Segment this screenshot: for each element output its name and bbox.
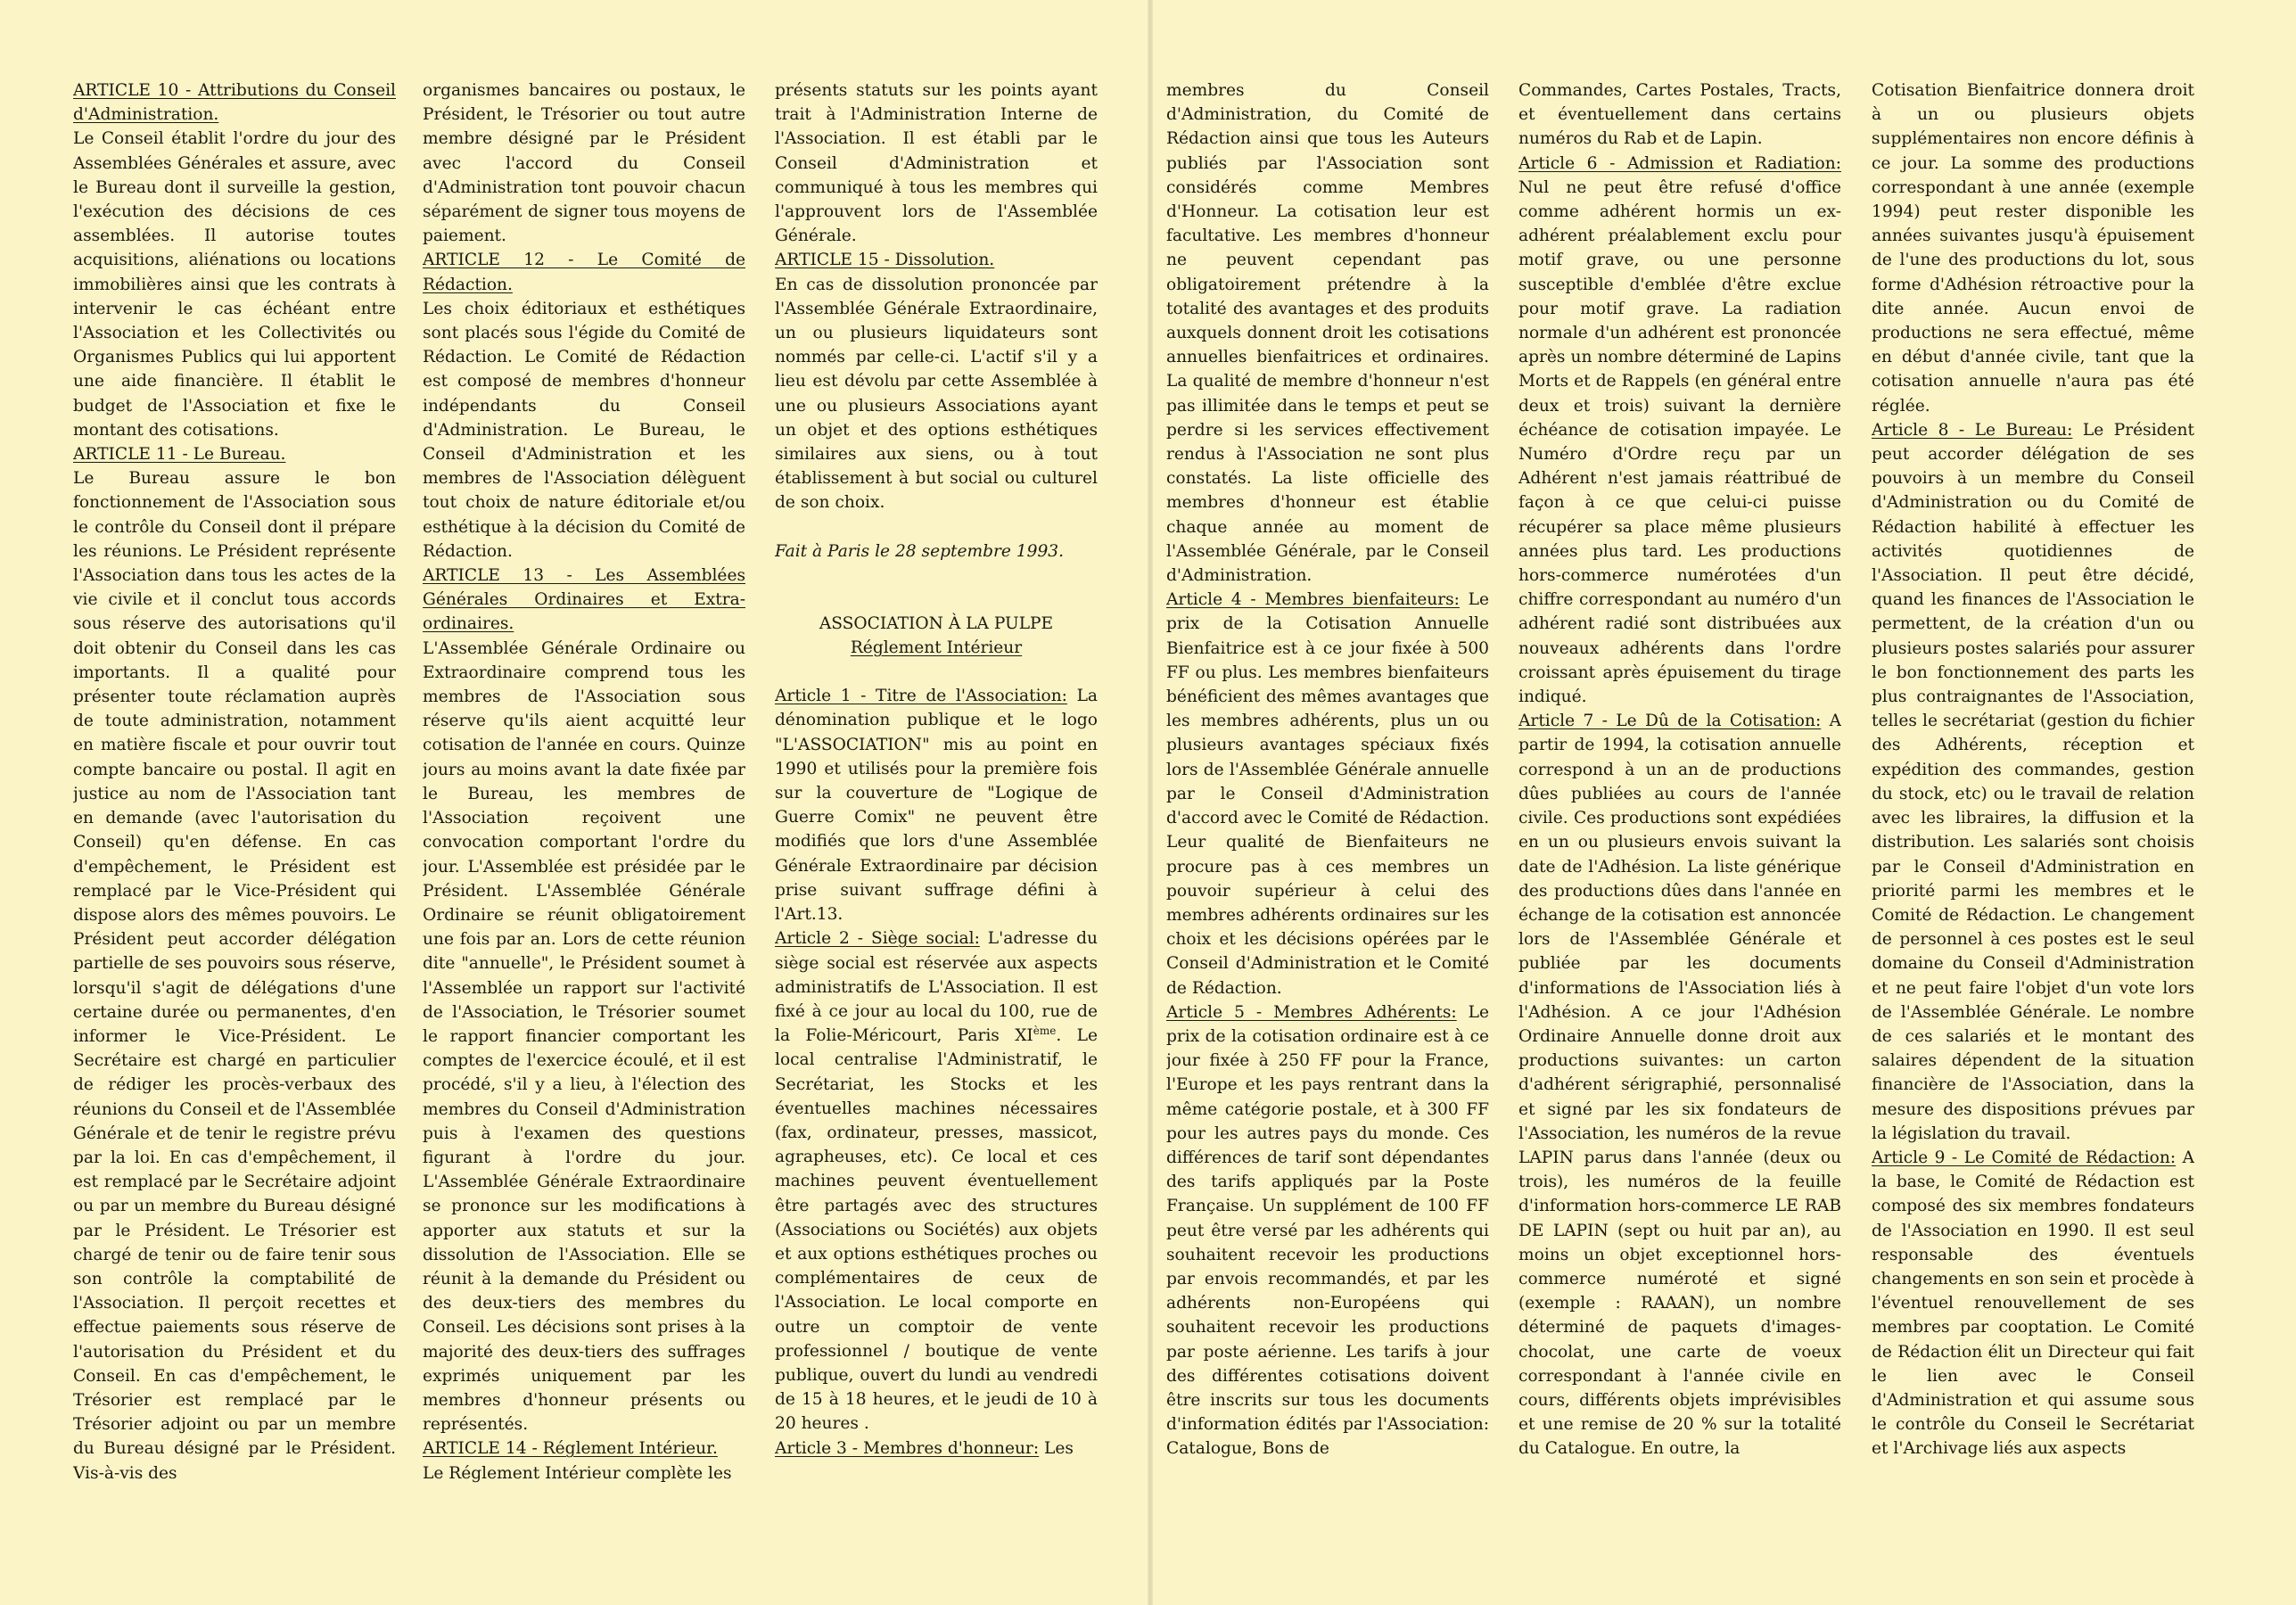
article-14-title: ARTICLE 14 - Réglement Intérieur. — [423, 1439, 718, 1459]
article-12-text: Les choix éditoriaux et esthétiques sont placés sous l'égide du Comité de Rédaction. Le Comité de Rédaction est composé de membres d'honneur indépendants du Conseil d'Administration. Le Bureau, le Conseil d'Administration et les membres de l'Association délèguent tout choix de nature éditoriale et/ou esthétique à la décision du Comité de Rédaction. — [423, 299, 745, 561]
article-15-text: En cas de dissolution prononcée par l'Assemblée Générale Extraordinaire, un ou plusieurs liquidateurs sont nommés par celle-ci. L'actif s'il y a lieu est dévolu par cette Assemblée à une ou plusieurs Associations ayant un objet et des options esthétiques similaires aux siens, ou à tout établissement à but social ou culturel de son choix. — [775, 275, 1098, 513]
rule-2-text-b: . Le local centralise l'Administratif, le Secrétariat, les Stocks et les éventuelles machines nécessaires (fax, ordinateur, presses, massicot, agrapheuses, etc). Ce local et ces machines peuvent éventuellement être partagés avec des structures (Associations ou Sociétés) aux objets et aux options esthétiques proches ou complémentaires de ceux de l'Association. Le local comporte en outre un comptoir de vente professionnel / boutique de vente publique, ouvert du lundi au vendredi de 15 à 18 heures, et le jeudi de 10 à 20 heures . — [775, 1026, 1098, 1434]
article-12-title: ARTICLE 12 - Le Comité de Rédaction. — [423, 251, 745, 294]
article-10-text: Le Conseil établit l'ordre du jour des Assemblées Générales et assure, avec le Bureau dont il surveille la gestion, l'exécution des décisions de ces assemblées. Il autorise toutes acquisitions, aliénations ou locations immobilières ainsi que les contrats à intervenir le cas échéant entre l'Association et les Collectivités ou Organismes Publics qui lui apportent une aide financière. Il établit le budget de l'Association et fixe le montant des cotisations. — [73, 129, 396, 440]
rule-7-title: Article 7 - Le Dû de la Cotisation: — [1518, 712, 1822, 731]
rule-1-title: Article 1 - Titre de l'Association: — [775, 687, 1067, 706]
article-13-text: L'Assemblée Générale Ordinaire ou Extraordinaire comprend tous les membres de l'Association sous réserve qu'ils aient acquitté leur cotisation de l'année en cours. Quinze jours au moins avant la date fixée par le Bureau, les membres de l'Association reçoivent une convocation comportant l'ordre du jour. L'Assemblée est présidée par le Président. L'Assemblée Générale Ordinaire se réunit obligatoirement une fois par an. Lors de cette réunion dite "annuelle", le Président soumet à l'Assemblée un rapport sur l'activité de l'Association, le Trésorier soumet le rapport financier comportant les comptes de l'exercice écoulé, et il est procédé, s'il y a lieu, à l'élection des membres du Conseil d'Administration puis à l'examen des questions figurant à l'ordre du jour. L'Assemblée Générale Extraordinaire se prononce sur les modifications à apporter aux statuts et sur la dissolution de l'Association. Elle se réunit à la demande du Président ou des deux-tiers des membres du Conseil. Les décisions sont prises à la majorité des deux-tiers des suffrages exprimés uniquement par les membres d'honneur présents ou représentés. — [423, 638, 745, 1435]
column-3 — [775, 78, 1098, 1576]
article-13-title: ARTICLE 13 - Les Assemblées Générales Ordinaires et Extra-ordinaires. — [423, 566, 745, 634]
rule-2-text-a: L'adresse du siège social est réservée aux aspects administratifs de L'Association. Il est fixé à ce jour au local du 100, rue de la Folie-Méricourt, Paris XI — [775, 929, 1098, 1046]
rule-3-title: Article 3 - Membres d'honneur: — [775, 1438, 1040, 1458]
reglement-subheading: Réglement Intérieur — [850, 638, 1023, 658]
column-1 — [73, 78, 396, 1576]
rule-2-superscript: ème — [1033, 1024, 1057, 1037]
signature-line: Fait à Paris le 28 septembre 1993. — [775, 541, 1065, 561]
column-5 — [1518, 78, 1841, 1576]
rule-8-text: Le Président peut accorder délégation de ses pouvoirs à un membre du Conseil d'Administration ou du Comité de Rédaction habilité à effectuer les activités quotidiennes de l'Association. Il peut être décidé, quand les finances de l'Association le permettent, de la création d'un ou plusieurs postes salariés pour assurer le bon fonctionnement des parts les plus contraignantes de l'Association, telles le secrétariat (gestion du fichier des Adhérents, réception et expédition des commandes, gestion du stock, etc) ou le travail de relation avec les libraires, la diffusion et la distribution. Les salariés sont choisis par le Conseil d'Administration en priorité parmi les membres et le Comité de Rédaction. Le changement de personnel à ces postes est le seul domaine du Conseil d'Administration et ne peut faire l'objet d'un vote lors de l'Assemblée Générale. Le nombre de ces salariés et le montant des salaires dépendent de la situation financière de l'Association, dans la mesure des dispositions prévues par la législation du travail. — [1872, 420, 2194, 1143]
rule-1-text: La dénomination publique et le logo "L'ASSOCIATION" mis au point en 1990 et utilisés pour la première fois sur la couverture de "Logique de Guerre Comix" ne peuvent être modifiés que lors d'une Assemblée Générale Extraordinaire par décision prise suivant suffrage défini à l'Art.13. — [775, 687, 1098, 925]
rule-4-text: Le prix de la Cotisation Annuelle Bienfaitrice est à ce jour fixée à 500 FF ou plus. Les membres bienfaiteurs bénéficient des mêmes avantages que les membres adhérents, plus un ou plusieurs avantages spéciaux fixés lors de l'Assemblée Générale annuelle par le Conseil d'Administration d'accord avec le Comité de Rédaction. Leur qualité de Bienfaiteurs ne procure pas à ces membres un pouvoir supérieur à celui des membres adhérents ordinaires sur les choix et les décisions opérées par le Conseil d'Administration et le Comité de Rédaction. — [1166, 590, 1489, 998]
article-11-continued: organismes bancaires ou postaux, le Président, le Trésorier ou tout autre membre désigné par le Président avec l'accord du Conseil d'Administration tont pouvoir chacun séparément de signer tous moyens de paiement. — [423, 81, 745, 246]
article-14-continued: présents statuts sur les points ayant trait à l'Administration Interne de l'Association. Il est établi par le Conseil d'Administration et communiqué à tous les membres qui l'approuvent lors de l'Assemblée Générale. — [775, 81, 1098, 246]
column-6 — [1872, 78, 2194, 1576]
rule-3-text: Les — [1039, 1438, 1074, 1458]
rule-9-title: Article 9 - Le Comité de Rédaction: — [1872, 1148, 2177, 1167]
column-4 — [1166, 78, 1489, 1576]
rule-5-continued: Commandes, Cartes Postales, Tracts, et éventuellement dans certains numéros du Rab et de Lapin. — [1518, 81, 1841, 149]
article-14-text: Le Réglement Intérieur complète les — [423, 1463, 732, 1483]
rule-8-title: Article 8 - Le Bureau: — [1872, 420, 2073, 440]
rule-7-text: A partir de 1994, la cotisation annuelle correspond à un an de productions dûes publiées au cours de l'année civile. Ces productions sont expédiées en un ou plusieurs envois suivant la date de l'Adhésion. La liste générique des productions dûes dans l'année en échange de la cotisation est annoncée lors de l'Assemblée Générale et publiée par les documents d'informations de l'Association liés à l'Adhésion. A ce jour l'Adhésion Ordinaire Annuelle donne droit aux productions suivantes: un carton d'adhérent sérigraphié, personnalisé et signé par les six fondateurs de l'Association, les numéros de la revue LAPIN parus dans l'année (deux ou trois), les numéros de la feuille d'information hors-commerce LE RAB DE LAPIN (sept ou huit par an), au moins un objet exceptionnel hors-commerce numéroté et signé (exemple : RAAAN), un nombre déterminé de paquets d'images-chocolat, une carte de voeux correspondant à l'année civile en cours, différents objets imprévisibles et une remise de 20 % sur la totalité du Catalogue. En outre, la — [1518, 712, 1841, 1459]
center-fold — [1148, 0, 1153, 1605]
rule-7-continued: Cotisation Bienfaitrice donnera droit à un ou plusieurs objets supplémentaires non encore définis à ce jour. La somme des productions correspondant à une année (exemple 1994) peut rester disponible les années suivantes jusqu'à épuisement de l'une des productions du lot, sous forme d'Adhésion rétroactive pour la dite année. Aucun envoi de productions ne sera effectué, même en début d'année civile, tant que la cotisation annuelle n'aura pas été réglée. — [1872, 81, 2194, 416]
rule-3-continued: membres du Conseil d'Administration, du Comité de Rédaction ainsi que tous les Auteurs publiés par l'Association sont considérés comme Membres d'Honneur. La cotisation leur est facultative. Les membres d'honneur ne peuvent cependant pas obligatoirement prétendre à la totalité des avantages et des produits auxquels donnent droit les cotisations annuelles bienfaitrices et ordinaires. La qualité de membre d'honneur n'est pas illimitée dans le temps et peut se perdre si les services effectivement rendus à l'Association ne sont plus constatés. La liste officielle des membres d'honneur est établie chaque année au moment de l'Assemblée Générale, par le Conseil d'Administration. — [1166, 81, 1489, 586]
rule-5-text: Le prix de la cotisation ordinaire est à ce jour fixée à 250 FF pour la France, l'Europe et les pays rentrant dans la même catégorie postale, et à 300 FF pour les autres pays du monde. Ces différences de tarif sont dépendantes des tarifs appliqués par la Poste Française. Un supplément de 100 FF peut être versé par les adhérents qui souhaitent recevoir les productions par envois recommandés, et par les adhérents non-Européens qui souhaitent recevoir les productions par poste aérienne. Les tarifs à jour des différentes cotisations doivent être inscrits sur tous les documents d'information édités par l'Association: Catalogue, Bons de — [1166, 1002, 1489, 1459]
column-2 — [423, 78, 745, 1576]
article-11-text: Le Bureau assure le bon fonctionnement de l'Association sous le contrôle du Conseil dont il prépare les réunions. Le Président représente l'Association dans tous les actes de la vie civile et il conclut tous accords sous réserve des autorisations qu'il doit obtenir du Conseil dans les cas importants. Il a qualité pour présenter toute réclamation auprès de toute administration, notamment en matière fiscale et pour ouvrir tout compte bancaire ou postal. Il agit en justice au nom de l'Association tant en demande (avec l'autorisation du Conseil) qu'en défense. En cas d'empêchement, le Président est remplacé par le Vice-Président qui dispose alors des mêmes pouvoirs. Le Président peut accorder délégation partielle de ses pouvoirs sous réserve, lorsqu'il s'agit de délégations d'une certaine durée ou permanentes, d'en informer le Vice-Président. Le Secrétaire est chargé en particulier de rédiger les procès-verbaux des réunions du Conseil et de l'Assemblée Générale et de tenir le registre prévu par la loi. En cas d'empêchement, il est remplacé par le Secrétaire adjoint ou par un membre du Bureau désigné par le Président. Le Trésorier est chargé de tenir ou de faire tenir sous son contrôle la comptabilité de l'Association. Il perçoit recettes et effectue paiements sous réserve de l'autorisation du Président et du Conseil. En cas d'empêchement, le Trésorier est remplacé par le Trésorier adjoint ou par un membre du Bureau désigné par le Président. Vis-à-vis des — [73, 469, 396, 1483]
rule-6-title: Article 6 - Admission et Radiation: — [1518, 153, 1841, 173]
rule-6-text: Nul ne peut être refusé d'office comme adhérent hormis un ex-adhérent préalablement exclu pour motif grave, ou une personne susceptible d'emblée d'être exclue pour motif grave. La radiation normale d'un adhérent est prononcée après un nombre déterminé de Lapins Morts et de Rappels (en général entre deux et trois) suivant la dernière échéance de cotisation impayée. Le Numéro d'Ordre reçu par un Adhérent n'est jamais réattribué de façon à ce que celui-ci puisse récupérer sa place même plusieurs années plus tard. Les productions hors-commerce numérotées d'un chiffre correspondant au numéro d'un adhérent radié sont distribuées aux nouveaux adhérents dans l'ordre croissant après épuisement du tirage indiqué. — [1518, 177, 1841, 707]
rule-9-text: A la base, le Comité de Rédaction est composé des six membres fondateurs de l'Association en 1990. Il est seul responsable des éventuels changements en son sein et procède à l'éventuel renouvellement de ses membres par cooptation. Le Comité de Rédaction élit un Directeur qui fait le lien avec le Conseil d'Administration et qui assume sous le contrôle du Conseil le Secrétariat et l'Archivage liés aux aspects — [1872, 1148, 2194, 1459]
article-15-title: ARTICLE 15 - Dissolution. — [775, 251, 995, 270]
rule-4-title: Article 4 - Membres bienfaiteurs: — [1166, 590, 1460, 610]
reglement-heading: ASSOCIATION À LA PULPE — [819, 613, 1054, 633]
rule-2-title: Article 2 - Siège social: — [775, 929, 980, 949]
rule-5-title: Article 5 - Membres Adhérents: — [1166, 1002, 1457, 1022]
article-11-title: ARTICLE 11 - Le Bureau. — [73, 445, 286, 465]
article-10-title: ARTICLE 10 - Attributions du Conseil d'Administration. — [73, 81, 396, 125]
